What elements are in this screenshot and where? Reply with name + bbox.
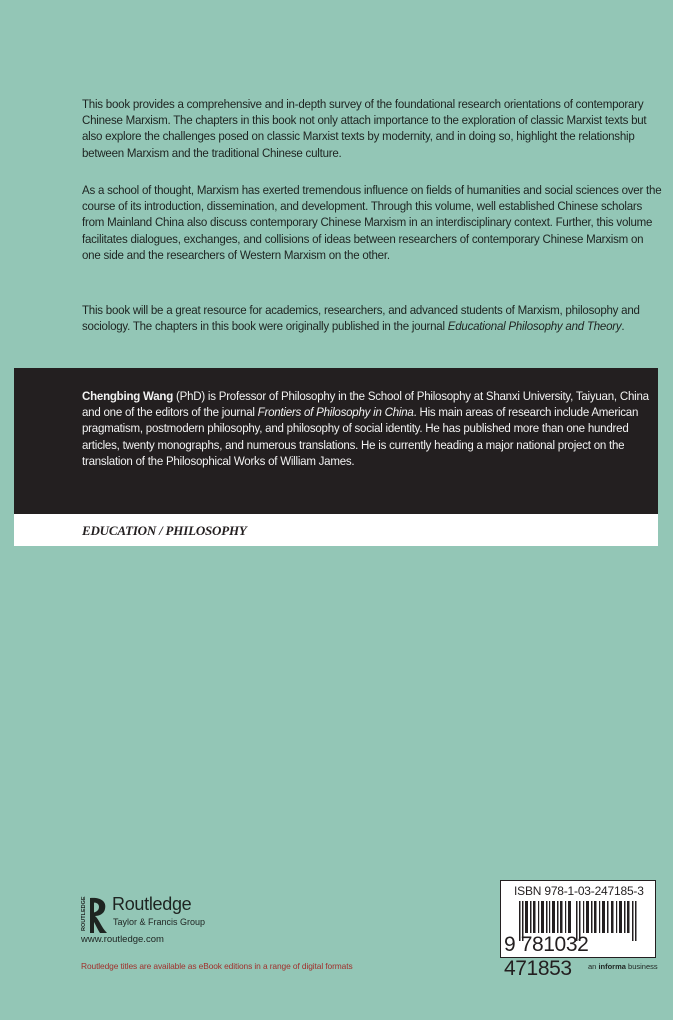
author-bio-part-a: (PhD) is Professor of Philosophy in the School of Philosophy at Shanxi University, Taiyuan, China and one of the editors of the journal xyxy=(82,389,649,420)
publisher-name: Routledge xyxy=(112,894,192,914)
isbn-label: ISBN 978-1-03-247185-3 xyxy=(514,884,644,898)
author-journal: Frontiers of Philosophy in China xyxy=(257,405,414,420)
description-paragraph-1: This book provides a comprehensive and in-depth survey of the foundational research orientations of contemporary Chinese Marxism. The chapters in this book not only attach importance to the exploration of classic Marxist texts but also explore the challenges posed on classic Marxist texts by modernity, and in doing so, highlight the relationship between Marxism and the traditional Chinese culture. xyxy=(82,97,647,160)
svg-text:ROUTLEDGE: ROUTLEDGE xyxy=(81,896,87,931)
author-bio-panel xyxy=(14,368,658,514)
routledge-logo xyxy=(80,895,300,935)
informa-brand: informa xyxy=(598,962,626,971)
routledge-r-icon xyxy=(80,895,108,935)
ebook-note: Routledge titles are available as eBook editions in a range of digital formats xyxy=(81,961,353,971)
subject-strip xyxy=(14,514,658,546)
subject-category: EDUCATION / PHILOSOPHY xyxy=(82,523,247,538)
author-bio-part-b: . His main areas of research include American pragmatism, postmodern philosophy, and philosophy of social identity. He has published more than one hundred articles, twenty monographs, and numerous translations. He is currently heading a major national project on the translation of the Philosophical Works of William James. xyxy=(82,405,639,468)
journal-title: Educational Philosophy and Theory xyxy=(447,319,622,334)
publisher-group: Taylor & Francis Group xyxy=(113,917,206,927)
informa-tagline xyxy=(588,962,658,971)
author-bio-text xyxy=(82,388,660,469)
description-paragraph-3-text: This book will be a great resource for academics, researchers, and advanced students of Marxism, philosophy and sociology. The chapters in this book were originally published in the journal xyxy=(82,303,640,334)
barcode-digits: 9 781032 471853 xyxy=(504,933,589,980)
description-paragraph-3 xyxy=(82,302,662,334)
publisher-website[interactable]: www.routledge.com xyxy=(81,934,164,945)
author-name: Chengbing Wang xyxy=(82,389,174,403)
period: . xyxy=(621,319,625,334)
informa-prefix: an xyxy=(588,962,599,971)
informa-suffix: business xyxy=(625,962,658,971)
description-paragraph-2: As a school of thought, Marxism has exerted tremendous influence on fields of humanities and social sciences over the course of its introduction, dissemination, and development. Through this volume, well established Chinese scholars from Mainland China also discuss contemporary Chinese Marxism in an interdisciplinary context. Further, this volume facilitates dialogues, exchanges, and collisions of ideas between researchers of contemporary Chinese Marxism on one side and the researchers of Western Marxism on the other. xyxy=(82,183,662,262)
